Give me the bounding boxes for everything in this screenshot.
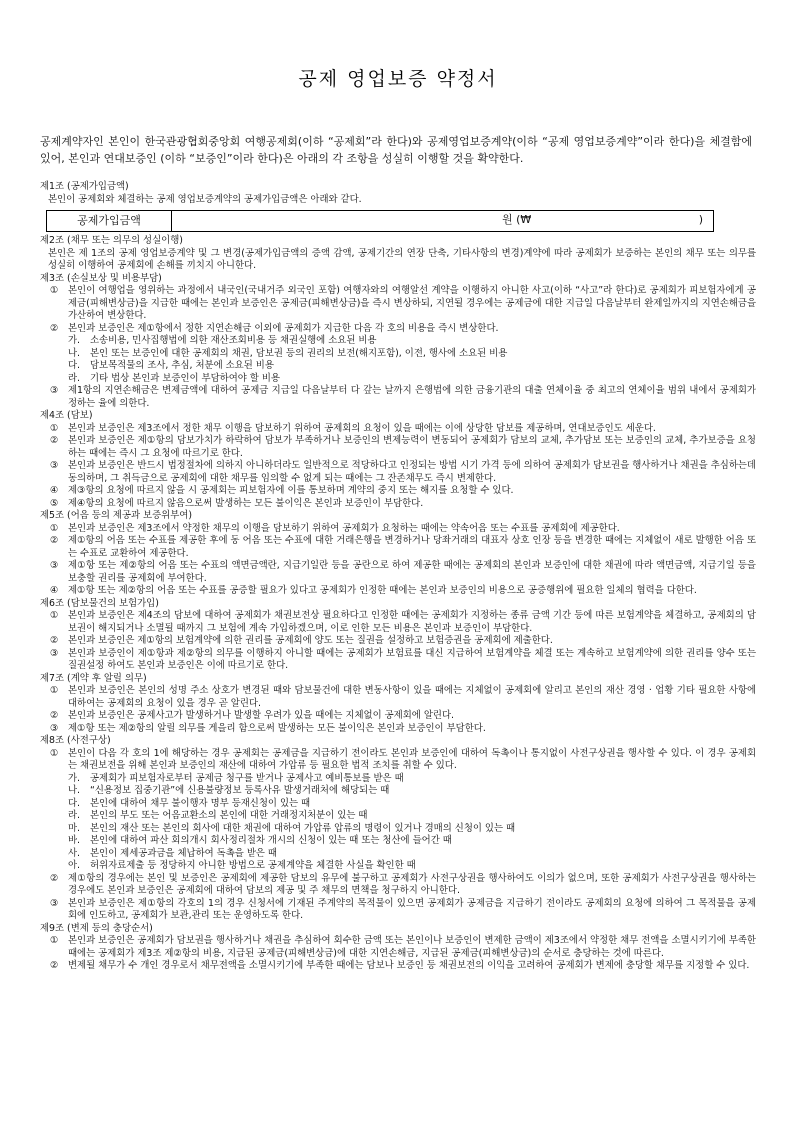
won-close-paren: ) — [698, 213, 703, 226]
clause-number: ⑤ — [50, 497, 59, 509]
document-title: 공제 영업보증 약정서 — [298, 68, 498, 90]
sub-clause-text: 공제회가 피보험자로부터 공제금 청구를 받거나 공제사고 예비통보를 받은 때 — [90, 772, 404, 784]
articles — [40, 181, 756, 973]
sub-clause-mark: 나. — [68, 785, 81, 796]
clause — [40, 535, 756, 560]
article-title: 제6조 (담보물건의 보험가입) — [40, 597, 159, 609]
clause-text: 본인과 보증인은 공제회가 담보권을 행사하거나 채권을 추심하여 회수한 금액 또는 본인이나 보증인이 변제한 금액이 제3조에서 약정한 채무 전액을 소멸시키기에 부족한 때에는 공제회가 제3조 제②항의 비용, 지급된 공제금(피해변상금)에 대한 지연손해금, 지급된 공제금(피해변상금)의 순서로 충당하는 것에 따른다. — [68, 935, 756, 959]
article-6 — [40, 598, 756, 673]
sub-clause-mark: 아. — [68, 860, 81, 871]
clause-number: ② — [50, 960, 59, 971]
clause-number: ② — [50, 872, 59, 884]
article-title: 제1조 (공제가입금액) — [40, 181, 129, 192]
clause-text: 본인이 여행업을 영위하는 과정에서 내국인(국내거주 외국인 포함) 여행자와의 여행알선 계약을 이행하지 아니한 사고(이하 “사고”라 한다)로 공제회가 피보험자에게 공제금(피해변상금)을 지급한 때에는 본인과 보증인은 공제금(피해변상금)을 즉시 변상하되, 지연될 경우에는 공제금에 대한 지급일 다음날부터 완제일까지의 지연손해금을 가산하여 변상한다. — [68, 285, 756, 321]
clause-text: 본인과 보증인은 제①항에서 정한 지연손해금 이외에 공제회가 지급한 다음 각 호의 비용을 즉시 변상한다. — [68, 322, 499, 334]
sub-clause-mark: 나. — [68, 347, 81, 359]
clause-text: 제①항 또는 제②항의 어음 또는 수표의 액면금액란, 지급기일란 등을 공란으로 하여 제공한 때에는 공제회의 본인과 보증인에 대한 채권에 따라 액면금액, 지급기일 등을 보충할 권리를 공제회에 부여한다. — [68, 560, 756, 584]
clause-number: ① — [50, 522, 59, 534]
clause-number: ③ — [50, 722, 59, 734]
clause-number: ③ — [50, 647, 59, 659]
sub-clause-text: 담보목적물의 조사, 추심, 처분에 소요된 비용 — [90, 360, 274, 371]
clause — [40, 685, 756, 710]
sub-clause-text: 본인이 제세공과금을 체납하여 독촉을 받은 때 — [90, 847, 277, 859]
clause — [40, 723, 756, 736]
clause — [40, 935, 756, 960]
coverage-amount-table — [46, 210, 714, 232]
sub-clause — [40, 785, 756, 798]
clause-number: ① — [50, 747, 59, 759]
clause-text: 본인과 보증인은 공제사고가 발생하거나 발생할 우려가 있을 때에는 지체없이 공제회에 알린다. — [68, 710, 454, 721]
clause — [40, 498, 756, 511]
clause — [40, 748, 756, 773]
sub-clause — [40, 360, 756, 373]
clause — [40, 435, 756, 460]
clause — [40, 460, 756, 485]
sub-clause — [40, 860, 756, 873]
clause-text: 본인과 보증인은 제4조의 담보에 대하여 공제회가 채권보전상 필요하다고 인정한 때에는 공제회가 지정하는 종류 금액 기간 등에 따른 보험계약을 체결하고, 공제회의 담보권이 해지되거나 소멸될 때까지 그 보험에 계속 가입하겠으며, 이로 인한 모든 비용은 본인과 보증인이 부담한다. — [68, 610, 756, 634]
article-body: 본인이 공제회와 체결하는 공제 영업보증계약의 공제가입금액은 아래와 같다. — [48, 193, 362, 205]
coverage-amount-field[interactable] — [172, 211, 714, 232]
article-title: 제5조 (어음 등의 제공과 보증위부여) — [40, 510, 192, 521]
clause-text: 제1항의 지연손해금은 변제금액에 대하여 공제금 지급일 다음날부터 다 갚는 날까지 은행법에 의한 금융기관의 대출 연체이율 중 최고의 연체이율 범위 내에서 공제회가 정하는 율에 의한다. — [68, 385, 756, 409]
won-text: 원 (₩ — [502, 213, 532, 226]
clause — [40, 560, 756, 585]
clause — [40, 610, 756, 635]
sub-clause — [40, 848, 756, 861]
clause — [40, 960, 756, 973]
clause-text: 본인이 다음 각 호의 1에 해당하는 경우 공제회는 공제금을 지급하기 전이라도 본인과 보증인에 대하여 독촉이나 통지없이 사전구상권을 행사할 수 있다. 이 경우 공제회는 채권보전을 위해 본인과 보증인의 재산에 대하여 가압류 등 필요한 법적 조치를 취할 수 있다. — [68, 747, 756, 771]
sub-clause-text: 본인에 대하여 채무 불이행자 명부 등재신청이 있는 때 — [90, 797, 311, 809]
clause — [40, 873, 756, 898]
intro-paragraph: 공제계약자인 본인이 한국관광협회중앙회 여행공제회(이하 “공제회”라 한다)와 공제영업보증계약(이하 “공제 영업보증계약”이라 한다)을 체결함에 있어, 본인과 연대보증인 (이하 “보증인”이라 한다)은 아래의 각 조항을 성실히 이행할 것을 확약한다. — [40, 135, 752, 165]
clause — [40, 423, 756, 436]
sub-clause-mark: 바. — [68, 835, 81, 846]
sub-clause-text: “신용정보 집중기관”에 신용불량정보 등록사유 발생거래처에 해당되는 때 — [90, 785, 390, 796]
sub-clause-text: 허위자료제출 등 정당하지 아니한 방법으로 공제계약을 체결한 사실을 확인한 때 — [90, 860, 416, 871]
clause-text: 본인과 보증인은 제①항의 보험계약에 의한 권리를 공제회에 양도 또는 질권을 설정하고 보험증권을 공제회에 제출한다. — [68, 635, 553, 646]
article-3 — [40, 273, 756, 411]
article-7 — [40, 673, 756, 736]
clause-number: ① — [50, 422, 59, 434]
clause — [40, 648, 756, 673]
clause-number: ③ — [50, 460, 59, 471]
article-1 — [40, 181, 756, 232]
clause-text: 제④항의 요청에 따르지 않음으로써 발생하는 모든 불이익은 본인과 보증인이 부담한다. — [68, 497, 424, 509]
article-9 — [40, 923, 756, 973]
sub-clause — [40, 335, 756, 348]
clause-text: 본인과 보증인은 반드시 법정절차에 의하지 아니하더라도 일반적으로 적당하다고 인정되는 방법 시기 가격 등에 의하여 공제회가 담보권을 행사하거나 채권을 추심하는데 동의하며, 그 취득금으로 공제회에 대한 채무를 임의할 수 없게 되는 때에는 그 잔존채무도 즉시 변제한다. — [68, 460, 756, 484]
clause-number: ② — [50, 710, 59, 721]
article-title: 제3조 (손실보상 및 비용부담) — [40, 272, 162, 284]
clause-text: 제①항 또는 제②항의 알릴 의무를 게을리 함으로써 발생하는 모든 불이익은 본인과 보증인이 부담한다. — [68, 722, 486, 734]
sub-clause-mark: 라. — [68, 372, 81, 384]
clause-number: ③ — [50, 385, 59, 396]
clause — [40, 710, 756, 723]
sub-clause — [40, 798, 756, 811]
clause — [40, 385, 756, 410]
sub-clause-mark: 라. — [68, 810, 81, 821]
clause-text: 본인과 보증인은 제3조에서 약정한 채무의 이행을 담보하기 위하여 공제회가 요청하는 때에는 약속어음 또는 수표를 공제회에 제공한다. — [68, 522, 620, 534]
clause-text: 변제될 채무가 수 개인 경우로서 채무전액을 소멸시키기에 부족한 때에는 담보나 보증인 등 채권보전의 이익을 고려하여 공제회가 변제에 충당할 채무를 지정할 수 있다. — [68, 960, 750, 971]
sub-clause — [40, 373, 756, 386]
clause-text: 제①항 또는 제②항의 어음 또는 수표를 공증할 필요가 있다고 공제회가 인정한 때에는 본인과 보증인의 비용으로 공증행위에 필요한 일체의 협력을 다한다. — [68, 585, 697, 596]
clause-number: ② — [50, 435, 59, 446]
sub-clause-text: 소송비용, 민사집행법에 의한 재산조회비용 등 채권실행에 소요된 비용 — [90, 335, 377, 346]
sub-clause-mark: 사. — [68, 847, 81, 859]
clause-text: 제③항의 요청에 따르지 않을 시 공제회는 피보험자에 이를 통보하며 계약의 중지 또는 해지를 요청할 수 있다. — [68, 485, 514, 496]
clause-number: ③ — [50, 897, 59, 909]
sub-clause-mark: 다. — [68, 797, 81, 809]
clause-text: 본인과 보증인은 본인의 성명 주소 상호가 변경된 때와 담보물건에 대한 변동사항이 있을 때에는 지체없이 공제회에 알리고 본인의 재산 경영 · 업황 기타 필요한 사항에 대하여는 공제회의 요청이 있을 경우 곧 알린다. — [68, 685, 756, 709]
sub-clause — [40, 348, 756, 361]
clause-number: ② — [50, 635, 59, 646]
clause-text: 본인과 보증인이 제①항과 제②항의 의무를 이행하지 아니할 때에는 공제회가 보험료를 대신 지급하여 보험계약을 체결 또는 계속하고 보험계약에 의한 권리를 양수 또는 질권설정 하여도 본인과 보증인은 이에 따르기로 한다. — [68, 647, 756, 671]
clause-text: 제①항의 어음 또는 수표를 제공한 후에 동 어음 또는 수표에 대한 거래은행을 변경하거나 당좌거래의 대표자 상호 인장 등을 변경한 때에는 지체없이 새로 발행한 어음 또는 수표로 교환하여 제공한다. — [68, 535, 756, 559]
clause-number: ② — [50, 322, 59, 334]
clause — [40, 898, 756, 923]
clause — [40, 485, 756, 498]
clause-number: ① — [50, 610, 59, 621]
clause-number: ① — [50, 285, 59, 296]
article-title: 제4조 (담보) — [40, 410, 93, 421]
sub-clause-mark: 가. — [68, 335, 81, 346]
clause — [40, 523, 756, 536]
article-8 — [40, 735, 756, 923]
clause-text: 본인과 보증인은 제①항의 담보가치가 하락하여 담보가 부족하거나 보증인의 변제능력이 변동되어 공제회가 담보의 교체, 추가담보 또는 보증인의 교체, 추가보증을 요청하는 때에는 즉시 그 요청에 따르기로 한다. — [68, 435, 756, 459]
sub-clause-text: 본인에 대하여 파산 회의개시 회사정리절차 개시의 신청이 있는 때 또는 청산에 들어간 때 — [90, 835, 452, 846]
clause-number: ② — [50, 535, 59, 546]
clause-number: ④ — [50, 585, 59, 596]
clause — [40, 585, 756, 598]
sub-clause-mark: 다. — [68, 360, 81, 371]
article-title: 제7조 (계약 후 알릴 의무) — [40, 672, 147, 684]
sub-clause — [40, 823, 756, 836]
clause-number: ① — [50, 935, 59, 946]
clause-number: ③ — [50, 560, 59, 571]
clause — [40, 635, 756, 648]
article-title: 제9조 (변제 등의 충당순서) — [40, 922, 153, 934]
sub-clause-text: 본인의 부도 또는 어음교환소의 본인에 대한 거래정지처분이 있는 때 — [90, 810, 368, 821]
sub-clause — [40, 810, 756, 823]
article-body: 본인은 제 1조의 공제 영업보증계약 및 그 변경(공제가입금액의 증액 감액, 공제기간의 연장 단축, 기타사항의 변경)계약에 따라 공제회가 보증하는 본인의 채무 또는 의무를 성실히 이행하여 공제회에 손해를 끼치지 아니한다. — [48, 247, 756, 271]
sub-clause — [40, 835, 756, 848]
sub-clause-mark: 마. — [68, 822, 81, 834]
sub-clause-text: 본인 또는 보증인에 대한 공제회의 채권, 담보권 등의 권리의 보전(해지포함), 이전, 행사에 소요된 비용 — [90, 347, 508, 359]
clause-text: 본인과 보증인은 제①항의 각호의 1의 경우 신청서에 기재된 주계약의 목적물이 있으면 공제회가 공제금을 지급하기 전이라도 공제회의 요청에 의하여 그 목적물을 공제회에 인도하고, 공제회가 보관,관리 또는 운영하도록 한다. — [68, 897, 756, 921]
article-title: 제8조 (사전구상) — [40, 735, 111, 746]
document-page — [40, 0, 756, 973]
clause-number: ① — [50, 685, 59, 696]
coverage-amount-label: 공제가입금액 — [47, 211, 172, 232]
clause — [40, 323, 756, 336]
sub-clause-text: 본인의 재산 또는 본인의 회사에 대한 채권에 대하여 가압류 압류의 명령이 있거나 경매의 신청이 있는 때 — [90, 822, 516, 834]
sub-clause-mark: 가. — [68, 772, 81, 784]
sub-clause — [40, 773, 756, 786]
article-4 — [40, 410, 756, 510]
clause-text: 제①항의 경우에는 본인 및 보증인은 공제회에 제공한 담보의 유무에 불구하고 공제회가 사전구상권을 행사하여도 이의가 없으며, 또한 공제회가 사전구상권을 행사하는 경우에도 본인과 보증인은 공제회에 대하여 담보의 제공 및 주 채무의 면책을 청구하지 아니한다. — [68, 872, 756, 896]
clause — [40, 285, 756, 323]
clause-text: 본인과 보증인은 제3조에서 정한 채무 이행을 담보하기 위하여 공제회의 요청이 있을 때에는 이에 상당한 담보를 제공하며, 연대보증인도 세운다. — [68, 422, 656, 434]
article-2 — [40, 235, 756, 273]
sub-clause-text: 기타 법상 본인과 보증인이 부담하여야 할 비용 — [90, 372, 280, 384]
article-title: 제2조 (채무 또는 의무의 성실이행) — [40, 235, 183, 246]
article-5 — [40, 510, 756, 598]
clause-number: ④ — [50, 485, 59, 496]
